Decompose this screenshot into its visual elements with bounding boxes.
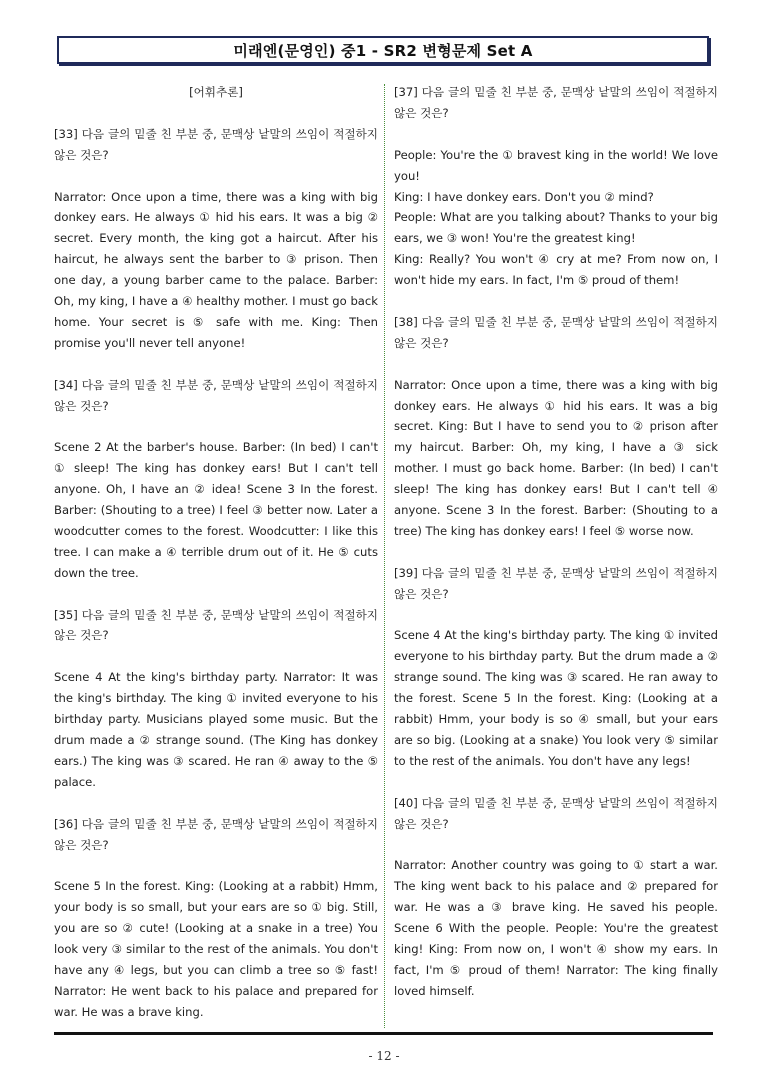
question-prompt: [36] 다음 글의 밑줄 친 부분 중, 문맥상 낱말의 쓰임이 적절하지 않은 것은? [54,816,378,852]
question-35 [54,605,378,793]
question-38 [394,312,718,542]
question-passage: Narrator: Once upon a time, there was a king with big donkey ears. He always ① hid his ears. It was a big secret. King: But I have to send you to ② prison after my haircut. Barber: Oh, my king, I have a ③ sick mother. I must go back home. Barber: (In bed) I can't sleep! The king has donkey ears! But I can't tell ④ anyone. Scene 3 In the forest. Barber: (Shouting to a tree) The king has donkey ears! I feel ⑤ worse now. [394,377,718,538]
question-passage: Narrator: Another country was going to ① start a war. The king went back to his palace and ② prepared for war. He was a ③ brave king. He saved his people. Scene 6 With the people. People: You're the greatest king! King: From now on, I won't ④ show my ears. In fact, I'm ⑤ proud of them! Narrator: The king finally loved himself. [394,858,718,998]
question-passage: Scene 5 In the forest. King: (Looking at a rabbit) Hmm, your body is so small, but your ears are so ① big. Still, you are so ② cute! (Looking at a snake in a tree) You look very ③ similar to the rest of the animals. You don't have any ④ legs, but you can climb a tree so ⑤ fast! Narrator: He went back to his palace and prepared for war. He was a brave king. [54,879,378,1019]
question-prompt: [33] 다음 글의 밑줄 친 부분 중, 문맥상 낱말의 쓰임이 적절하지 않은 것은? [54,126,378,162]
right-column [394,82,718,1023]
question-40 [394,793,718,1002]
question-passage: People: You're the ① bravest king in the world! We love you! King: I have donkey ears. Don't you ② mind? People: What are you talking about? Thanks to your big ears, we ③ won! You're the greatest king! King: Really? You won't ④ cry at me? From now on, I won't hide my ears. In fact, I'm ⑤ proud of them! [394,147,718,288]
question-prompt: [35] 다음 글의 밑줄 친 부분 중, 문맥상 낱말의 쓰임이 적절하지 않은 것은? [54,607,378,643]
question-prompt: [37] 다음 글의 밑줄 친 부분 중, 문맥상 낱말의 쓰임이 적절하지 않은 것은? [394,85,718,120]
question-passage: Scene 4 At the king's birthday party. Narrator: It was the king's birthday. The king ① invited everyone to his birthday party. Musicians played some music. But the drum made a ② strange sound. (The King has donkey ears.) The king was ③ scared. He ran ④ away to the ⑤ palace. [54,670,378,789]
left-column [54,82,378,1044]
question-prompt: [34] 다음 글의 밑줄 친 부분 중, 문맥상 낱말의 쓰임이 적절하지 않은 것은? [54,377,378,413]
column-divider [384,84,385,1028]
question-passage: Scene 2 At the barber's house. Barber: (In bed) I can't ① sleep! The king has donkey ears! But I can't tell anyone. Oh, I have an ② idea! Scene 3 In the forest. Barber: (Shouting to a tree) I feel ③ better now. Later a woodcutter comes to the forest. Woodcutter: I like this tree. I can make a ④ terrible drum out of it. He ⑤ cuts down the tree. [54,440,378,580]
footer-rule [54,1032,713,1035]
question-33 [54,124,378,354]
question-37 [394,82,718,291]
page-title: 미래엔(문영인) 중1 - SR2 변형문제 Set A [233,41,533,60]
page-number: - 12 - [368,1049,400,1063]
page-title-box [57,36,709,64]
question-passage: Narrator: Once upon a time, there was a king with big donkey ears. He always ① hid his ears. It was a big ② secret. Every month, the king got a haircut. After his haircut, he always sent the barber to ③ prison. Then one day, a young barber came to the palace. Barber: Oh, my king, I have a ④ healthy mother. I must go back home. Your secret is ⑤ safe with me. King: Then promise you'll never tell anyone! [54,189,378,350]
question-prompt: [40] 다음 글의 밑줄 친 부분 중, 문맥상 낱말의 쓰임이 적절하지 않은 것은? [394,795,718,831]
question-passage: Scene 4 At the king's birthday party. The king ① invited everyone to his birthday party. But the drum made a ② strange sound. The king was ③ scared. He ran away to the forest. Scene 5 In the forest. King: (Looking at a rabbit) Hmm, your body is so ④ small, but your ears are so big. (Looking at a snake) You look very ⑤ similar to the rest of the animals. You don't have any legs! [394,628,718,768]
question-prompt: [38] 다음 글의 밑줄 친 부분 중, 문맥상 낱말의 쓰임이 적절하지 않은 것은? [394,314,718,350]
question-prompt: [39] 다음 글의 밑줄 친 부분 중, 문맥상 낱말의 쓰임이 적절하지 않은 것은? [394,565,718,601]
question-34 [54,375,378,584]
question-39 [394,563,718,772]
question-36 [54,814,378,1023]
section-label: [어휘추론] [189,85,243,99]
